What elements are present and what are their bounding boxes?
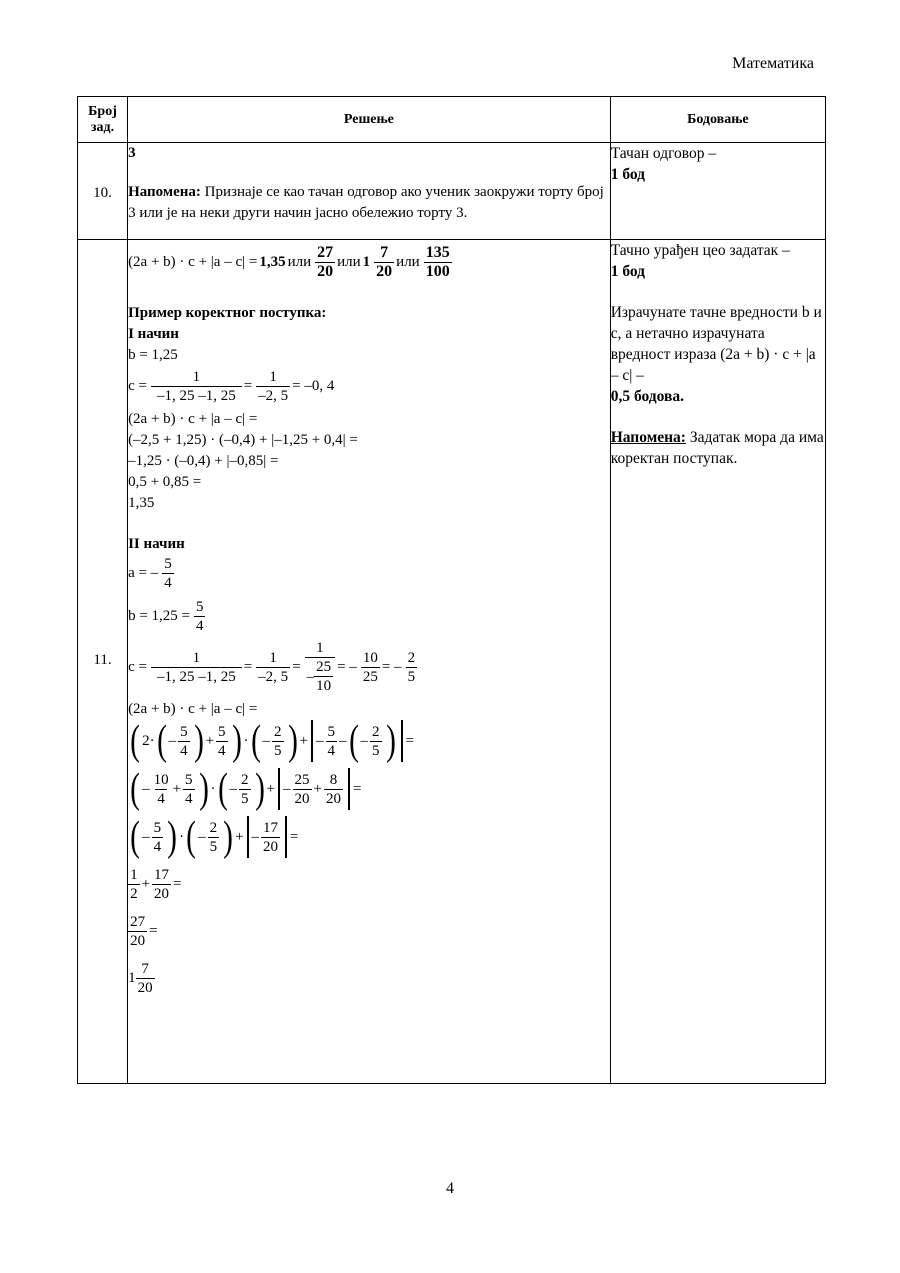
answer-decimal-fraction: $\frac{135}{100}$ <box>425 244 450 280</box>
task-10-note-label: Напомена: <box>128 184 201 200</box>
answer-fraction: $\frac{27}{20}$ <box>317 244 334 280</box>
document-subject: Математика <box>732 55 814 72</box>
task-10-note <box>128 182 610 224</box>
method-2-b: b = 1,25 = $\frac{5}{4}$ <box>128 599 204 634</box>
answer-value: 1,35 <box>259 254 286 270</box>
method-1-line-4: 0,5 + 0,85 = <box>128 474 202 490</box>
scoring-table <box>77 96 826 1084</box>
header-solution: Решење <box>128 97 611 143</box>
header-task-number: Број зад. <box>78 97 128 143</box>
method-2-step-1: ( 2· ( – $\frac{5}{4}$ ) + $\frac{5}{4}$ ) · ( – $\frac{2}{5}$ ) + – $\frac{5}{4}$ – ( – $\frac{2}{5}$ ) = <box>130 718 414 764</box>
method-1-b: b = 1,25 <box>128 347 178 363</box>
task-11-partial-points: 0,5 бодова. <box>610 388 685 405</box>
table-row-task-10 <box>78 143 826 240</box>
task-11-partial-score: Израчунате тачне вредности b и c, а нетачно израчуната вредност израза (2a + b) · c + |a – c| – <box>610 304 822 384</box>
method-2-expr: (2a + b) · c + |a – c| = <box>128 701 258 717</box>
method-1-line-2: (–2,5 + 1,25) · (–0,4) + |–1,25 + 0,4| = <box>128 432 358 448</box>
table-row-task-11 <box>78 240 826 1084</box>
task-11-number-cell <box>78 240 128 1084</box>
header-scoring: Бодовање <box>610 97 825 143</box>
task-10-answer: 3 <box>128 145 136 161</box>
task-11-answer-line: (2a + b) · c + |a – c| = 1,35 или $\frac{27}{20}$ или 1 $\frac{7}{20}$ или $\frac{135}{100}$ <box>128 244 450 280</box>
task-11-solution <box>128 240 611 1084</box>
task-10-note-text: Признаје се као тачан одговор ако ученик заокружи торту број 3 или је на неки други начин јасно обележио торту 3. <box>128 184 604 221</box>
page-number: 4 <box>446 1180 454 1197</box>
method-1-title: I начин <box>128 326 179 342</box>
method-1-line-5: 1,35 <box>128 495 155 511</box>
answer-mixed-fraction: $\frac{7}{20}$ <box>376 244 393 280</box>
task-11-note-label: Напомена: <box>610 429 686 446</box>
task-11-note-text: Задатак мора да има коректан поступак. <box>610 429 824 467</box>
method-1-line-3: –1,25 · (–0,4) + |–0,85| = <box>128 453 279 469</box>
task-10-number-cell <box>78 143 128 240</box>
task-10-score-points: 1 бод <box>610 166 646 183</box>
method-2-title: II начин <box>128 536 185 552</box>
method-1-line-1: (2a + b) · c + |a – c| = <box>128 411 258 427</box>
task-11-number: 11. <box>93 652 112 668</box>
task-10-solution <box>128 143 611 240</box>
example-title: Пример коректног поступка: <box>128 305 327 321</box>
method-2-step-3: ( – $\frac{5}{4}$ ) · ( – $\frac{2}{5}$ ) + – $\frac{17}{20}$ = <box>130 814 299 860</box>
task-11-score-note <box>611 427 825 469</box>
task-10-number: 10. <box>93 185 112 201</box>
task-11-score-points: 1 бод <box>610 263 646 280</box>
method-2-a: a = – $\frac{5}{4}$ <box>128 556 172 591</box>
method-1-c: c = $\frac{1}{-1, 25 -1, 25}$ = $\frac{1}{-2, 5}$ = –0, 4 <box>128 369 335 404</box>
task-10-scoring <box>610 143 825 240</box>
task-11-score-text: Тачно урађен цео задатак – <box>610 242 790 259</box>
method-2-step-5: $\frac{27}{20}$ = <box>130 914 158 949</box>
table-header-row <box>78 97 826 143</box>
task-10-score-text: Тачан одговор – <box>610 145 717 162</box>
method-2-step-4: $\frac{1}{2}$ + $\frac{17}{20}$ = <box>130 867 182 902</box>
method-2-step-2: ( – $\frac{10}{4}$ + $\frac{5}{4}$ ) · ( – $\frac{2}{5}$ ) + – $\frac{25}{20}$ + $\frac{8}{20}$ = <box>130 766 362 812</box>
task-11-scoring <box>610 240 825 1084</box>
method-2-c: c = $\frac{1}{-1, 25 -1, 25}$ = $\frac{1}{-2, 5}$ = 1 – $\frac{25}{10}$ = – $\frac{10}{25}$ = – $\frac{2}{5}$ <box>128 640 416 694</box>
method-2-final: 1 $\frac{7}{20}$ <box>128 961 153 996</box>
